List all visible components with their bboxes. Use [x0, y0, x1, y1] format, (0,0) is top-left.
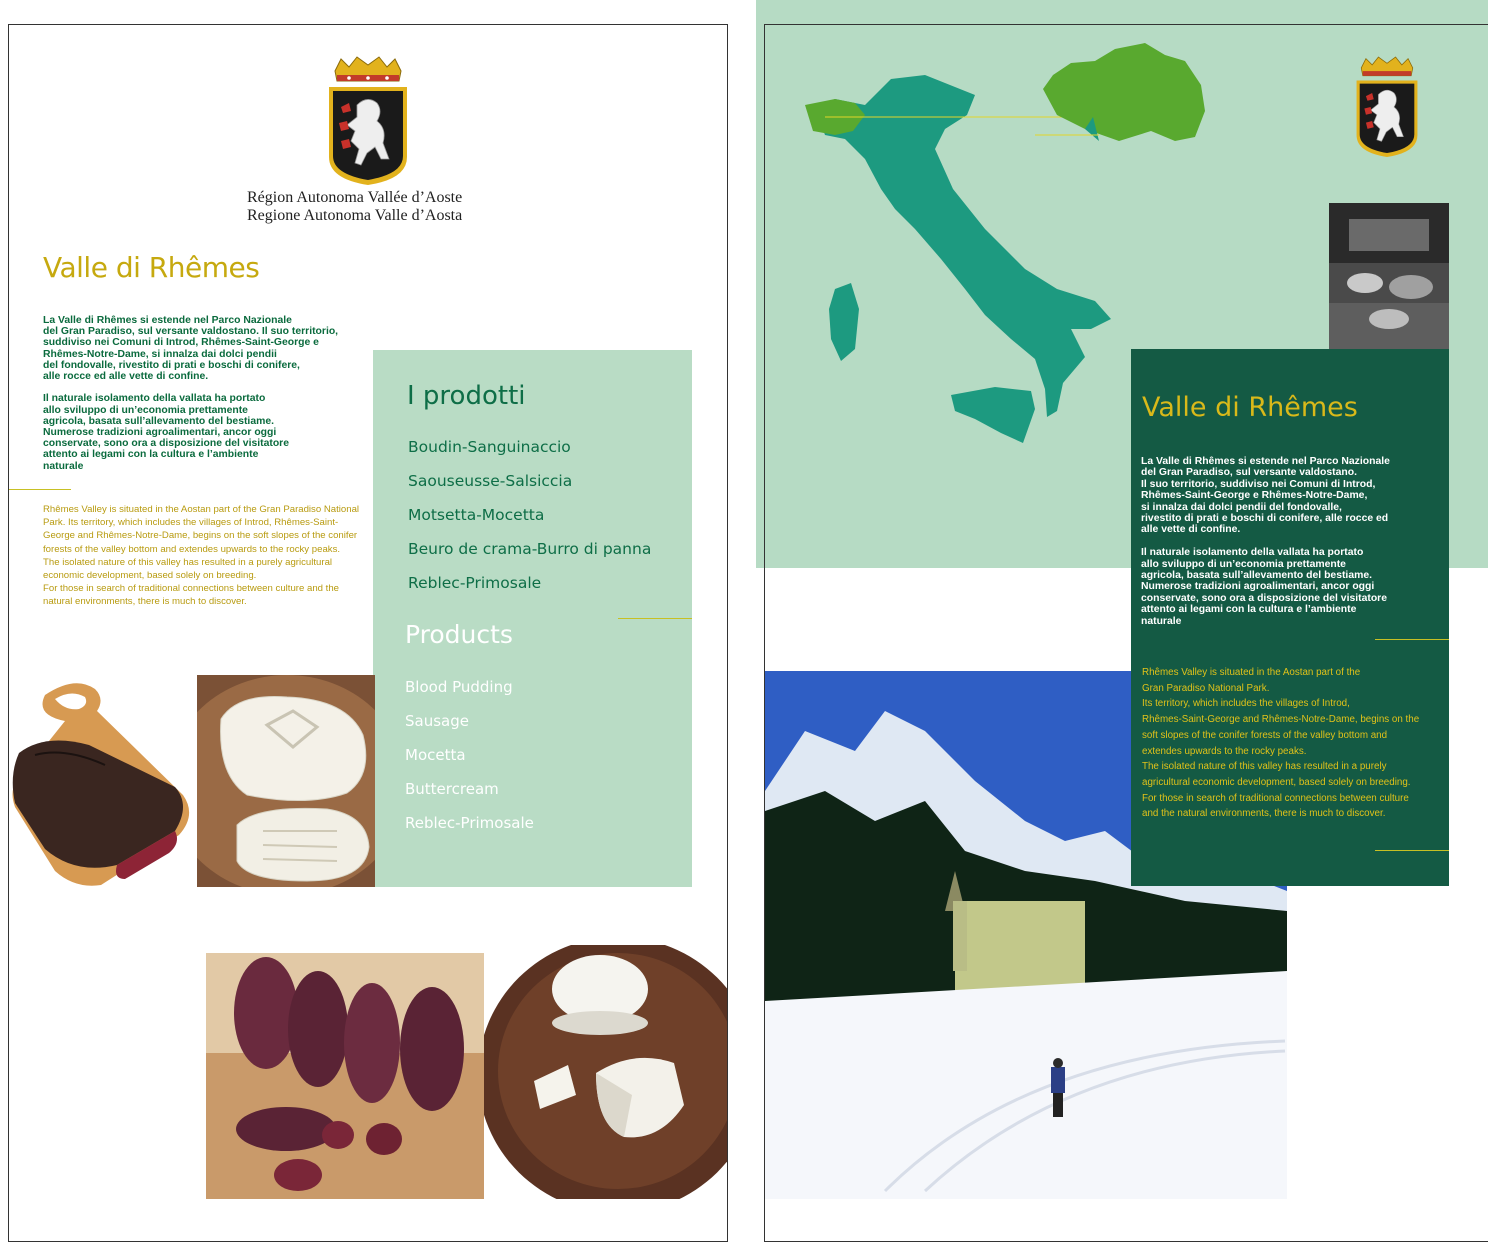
mocetta-board-photo [8, 675, 197, 889]
product-item-en: Mocetta [405, 746, 466, 764]
product-item-en: Buttercream [405, 780, 499, 798]
italian-description: La Valle di Rhêmes si estende nel Parco Nazionale del Gran Paradiso, sul versante valdostano. Il suo territorio, suddiviso nei Comuni di Introd, Rhêmes-Saint-George e Rhêmes-Notre-Dame, si innalza dai dolci pendii del fondovalle, rivestito di prati e boschi di conifere, alle rocce ed alle vette di confine. Il naturale isolamento della vallata ha portato allo sviluppo di un’economia prettamente agricola, basata sull’allevamento del bestiame. Numerose tradizioni agroalimentari, ancor oggi conservate, sono ora a disposizione del visitatore attento ai legami con la cultura e l’ambiente naturale [43, 315, 339, 472]
product-item-en: Blood Pudding [405, 678, 513, 696]
info-panel [1131, 349, 1449, 886]
right-page [764, 24, 1488, 1242]
page-title: Valle di Rhêmes [43, 251, 260, 284]
product-item-it: Beuro de crama-Burro di panna [408, 540, 652, 558]
product-item-it: Boudin-Sanguinaccio [408, 438, 571, 456]
products-panel [373, 350, 692, 887]
left-page [8, 24, 728, 1242]
english-line: agricultural economic development, based solely on breeding. [1142, 776, 1411, 788]
english-line: and the natural environments, there is much to discover. [1142, 808, 1386, 820]
product-item-it: Motsetta-Mocetta [408, 506, 545, 524]
product-item-en: Sausage [405, 712, 469, 730]
region-name-fr: Région Autonoma Vallée d’Aoste [247, 189, 463, 206]
products-title-it: I prodotti [407, 381, 526, 411]
english-line: soft slopes of the conifer forests of the valley bottom and [1142, 729, 1388, 741]
english-line: Rhêmes Valley is situated in the Aostan part of the [1142, 667, 1361, 678]
english-line: The isolated nature of this valley has resulted in a purely [1142, 761, 1387, 773]
italian-description: La Valle di Rhêmes si estende nel Parco Nazionale del Gran Paradiso, sul versante valdostano. Il suo territorio, suddiviso nei Comuni di Introd, Rhêmes-Saint-George e Rhêmes-Notre-Dame, si innalza dai dolci pendii del fondovalle, rivestito di prati e boschi di conifere, alle rocce ed alle vette di confine. Il naturale isolamento della vallata ha portato allo sviluppo di un’economia prettamente agricola, basata sull’allevamento del bestiame. Numerose tradizioni agroalimentari, ancor oggi conservate, sono ora a disposizione del visitatore attento ai legami con la cultura e l’ambiente naturale [1141, 456, 1390, 627]
divider-line [618, 618, 692, 619]
divider-line [8, 489, 71, 490]
english-line: Gran Paradiso National Park. [1142, 682, 1270, 694]
cheese-photo [484, 945, 728, 1199]
english-description: Rhêmes Valley is situated in the Aostan part of the Gran Paradiso National Park. Its territory, which includes the villages of Introd, Rhêmes-Saint-George and Rhêmes-Notre-Dame, begins on the soft slopes of the conifer forests of the valley bottom and extendes upwards to the rocky peaks. The isolated nature of this valley has resulted in a purely agricultural economic development, based solely on breeding. For those in search of traditional connections between culture and the natural environments, there is much to discover. [43, 504, 360, 608]
product-item-en: Reblec-Primosale [405, 814, 534, 832]
product-item-it: Saouseusse-Salsiccia [408, 472, 573, 490]
english-line: For those in search of traditional connections between culture [1142, 792, 1409, 804]
coat-of-arms-icon [327, 55, 409, 187]
coat-of-arms-icon [1355, 55, 1419, 159]
page-title: Valle di Rhêmes [1142, 392, 1358, 423]
kitchen-photo [1329, 203, 1449, 349]
region-name-it: Regione Autonoma Valle d’Aosta [247, 207, 463, 224]
english-description [1142, 665, 1447, 822]
sausages-photo [206, 953, 484, 1199]
english-line: Rhêmes-Saint-George and Rhêmes-Notre-Dame, begins on the [1142, 714, 1420, 726]
products-title-en: Products [405, 620, 513, 649]
aosta-valley-map-icon [1035, 41, 1215, 153]
divider-line [1375, 850, 1449, 851]
butter-plate-photo [197, 675, 375, 887]
divider-line [1375, 639, 1449, 640]
english-line: extendes upwards to the rocky peaks. [1142, 745, 1307, 757]
english-line: Its territory, which includes the villages of Introd, [1142, 698, 1350, 710]
product-item-it: Reblec-Primosale [408, 574, 542, 592]
